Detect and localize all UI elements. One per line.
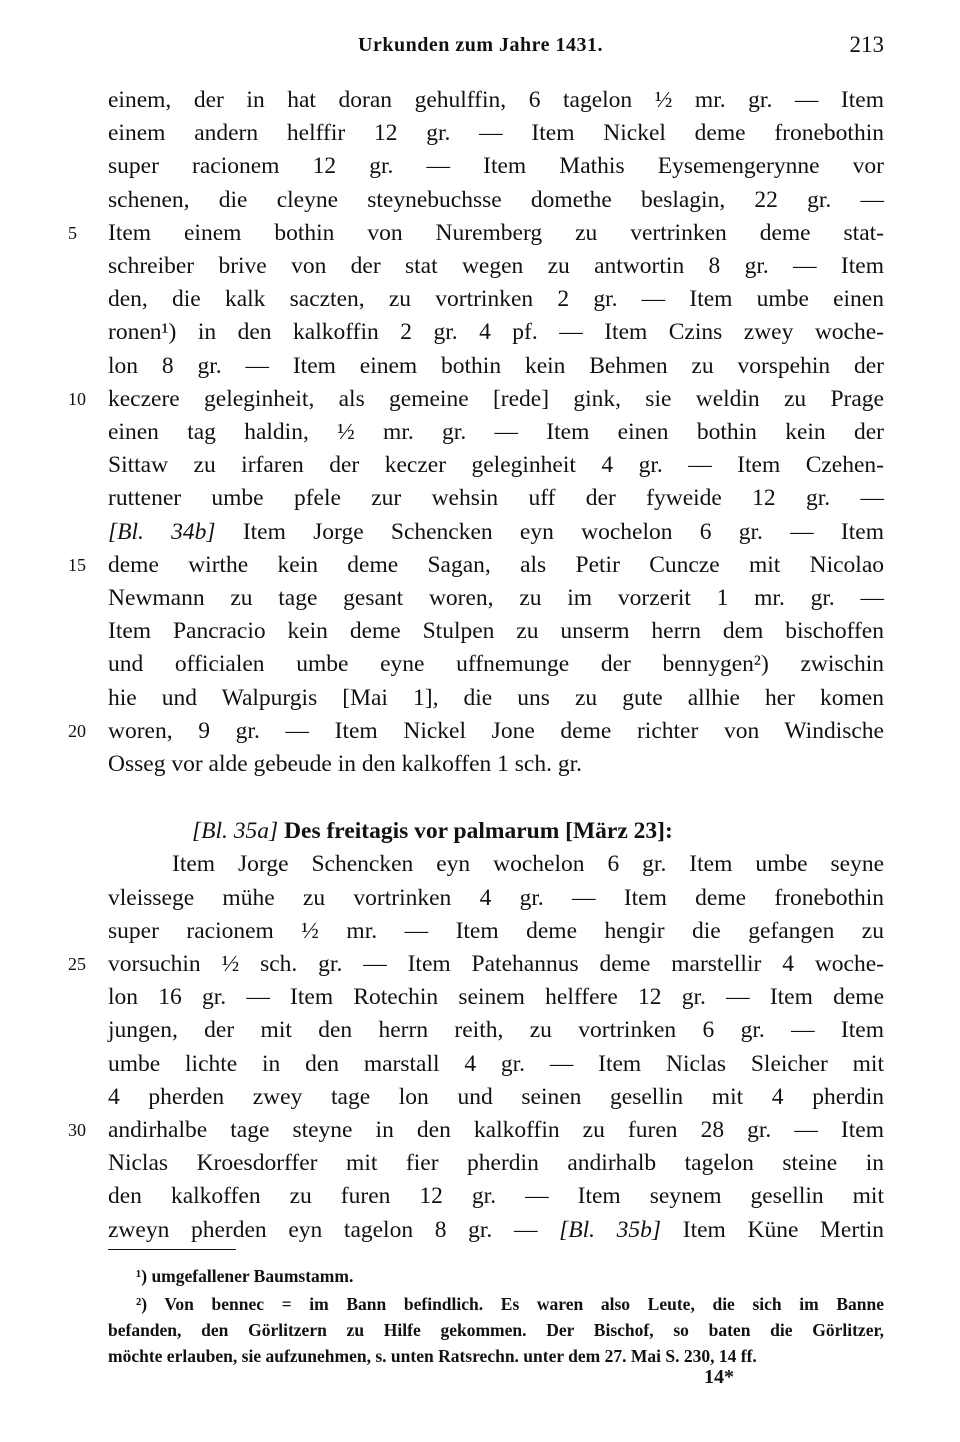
text-line: [Bl. 34b] Item Jorge Schencken eyn wochelon 6 gr. — Item	[108, 519, 884, 545]
line-number: 10	[68, 389, 86, 409]
text-line: vleissege mühe zu vortrinken 4 gr. — Item deme fronebothin	[108, 885, 884, 911]
text-line: Osseg vor alde gebeude in den kalkoffen 1 sch. gr.	[108, 751, 583, 777]
footnote-line: ¹) umgefallener Baumstamm.	[136, 1266, 354, 1286]
text-line: den, die kalk saczten, zu vortrinken 2 gr. — Item umbe einen	[108, 286, 884, 312]
text-line: woren, 9 gr. — Item Nickel Jone deme richter von Windische	[108, 718, 884, 744]
text-line: 4 pherden zwey tage lon und seinen gesellin mit 4 pherdin	[108, 1084, 884, 1110]
footnote-rule	[108, 1249, 236, 1250]
text-line: andirhalbe tage steyne in den kalkoffin zu furen 28 gr. — Item	[108, 1117, 884, 1143]
text-line: Niclas Kroesdorffer mit fier pherdin andirhalb tagelon steine in	[108, 1150, 884, 1176]
footnote-line: befanden, den Görlitzern zu Hilfe gekommen. Der Bischof, so baten die Görlitzer,	[108, 1320, 884, 1340]
text-line: Item Jorge Schencken eyn wochelon 6 gr. Item umbe seyne	[172, 851, 884, 877]
text-line: und officialen umbe eyne uffnemunge der bennygen²) zwischin	[108, 651, 884, 677]
text-line: umbe lichte in den marstall 4 gr. — Item Niclas Sleicher mit	[108, 1051, 884, 1077]
text-line: Item Pancracio kein deme Stulpen zu unserm herrn dem bischoffen	[108, 618, 884, 644]
text-line: lon 8 gr. — Item einem bothin kein Behmen zu vorspehin der	[108, 353, 884, 379]
text-line: jungen, der mit den herrn reith, zu vortrinken 6 gr. — Item	[108, 1017, 884, 1043]
text-line: vorsuchin ½ sch. gr. — Item Patehannus deme marstellir 4 woche-	[108, 951, 884, 977]
section-title: Des freitagis vor palmarum [März 23]:	[284, 818, 673, 844]
line-number: 30	[68, 1120, 86, 1140]
section-heading	[192, 815, 884, 848]
text-line: Newmann zu tage gesant woren, zu im vorzerit 1 mr. gr. —	[108, 585, 884, 611]
text-line: super racionem 12 gr. — Item Mathis Eysemengerynne vor	[108, 153, 884, 179]
footnote-line: möchte erlauben, sie aufzunehmen, s. unten Ratsrechn. unter dem 27. Mai S. 230, 14 ff.	[108, 1346, 757, 1366]
text-line: keczere geleginheit, als gemeine [rede] gink, sie weldin zu Prage	[108, 386, 884, 412]
line-number: 25	[68, 954, 86, 974]
text-line: zweyn pherden eyn tagelon 8 gr. — [Bl. 35b] Item Küne Mertin	[108, 1217, 884, 1243]
text-line: schenen, die cleyne steynebuchsse domethe beslagin, 22 gr. —	[108, 187, 884, 213]
text-line: ruttener umbe pfele zur wehsin uff der fyweide 12 gr. —	[108, 485, 884, 511]
footnote-line: ²) Von bennec = im Bann befindlich. Es waren also Leute, die sich im Banne	[136, 1294, 884, 1314]
signature-mark: 14*	[704, 1366, 734, 1388]
line-number: 20	[68, 721, 86, 741]
text-line: Item einem bothin von Nuremberg zu vertrinken deme stat-	[108, 220, 884, 246]
text-line: hie und Walpurgis [Mai 1], die uns zu gute allhie her komen	[108, 685, 884, 711]
text-line: lon 16 gr. — Item Rotechin seinem helffere 12 gr. — Item deme	[108, 984, 884, 1010]
page-number: 213	[849, 32, 884, 57]
text-line: Sittaw zu irfaren der keczer geleginheit 4 gr. — Item Czehen-	[108, 452, 884, 478]
folio-ref: [Bl. 35a]	[192, 818, 279, 844]
text-line: den kalkoffen zu furen 12 gr. — Item seynem gesellin mit	[108, 1183, 884, 1209]
line-number: 15	[68, 555, 86, 575]
line-number: 5	[68, 223, 77, 243]
text-line: super racionem ½ mr. — Item deme hengir die gefangen zu	[108, 918, 884, 944]
running-title: Urkunden zum Jahre 1431.	[358, 34, 603, 56]
text-line: einen tag haldin, ½ mr. gr. — Item einen bothin kein der	[108, 419, 884, 445]
text-line: schreiber brive von der stat wegen zu antwortin 8 gr. — Item	[108, 253, 884, 279]
text-line: einem, der in hat doran gehulffin, 6 tagelon ½ mr. gr. — Item	[108, 87, 884, 113]
running-head	[0, 30, 960, 66]
text-line: deme wirthe kein deme Sagan, als Petir Cuncze mit Nicolao	[108, 552, 884, 578]
text-line: ronen¹) in den kalkoffin 2 gr. 4 pf. — Item Czins zwey woche-	[108, 319, 884, 345]
text-line: einem andern helffir 12 gr. — Item Nickel deme fronebothin	[108, 120, 884, 146]
